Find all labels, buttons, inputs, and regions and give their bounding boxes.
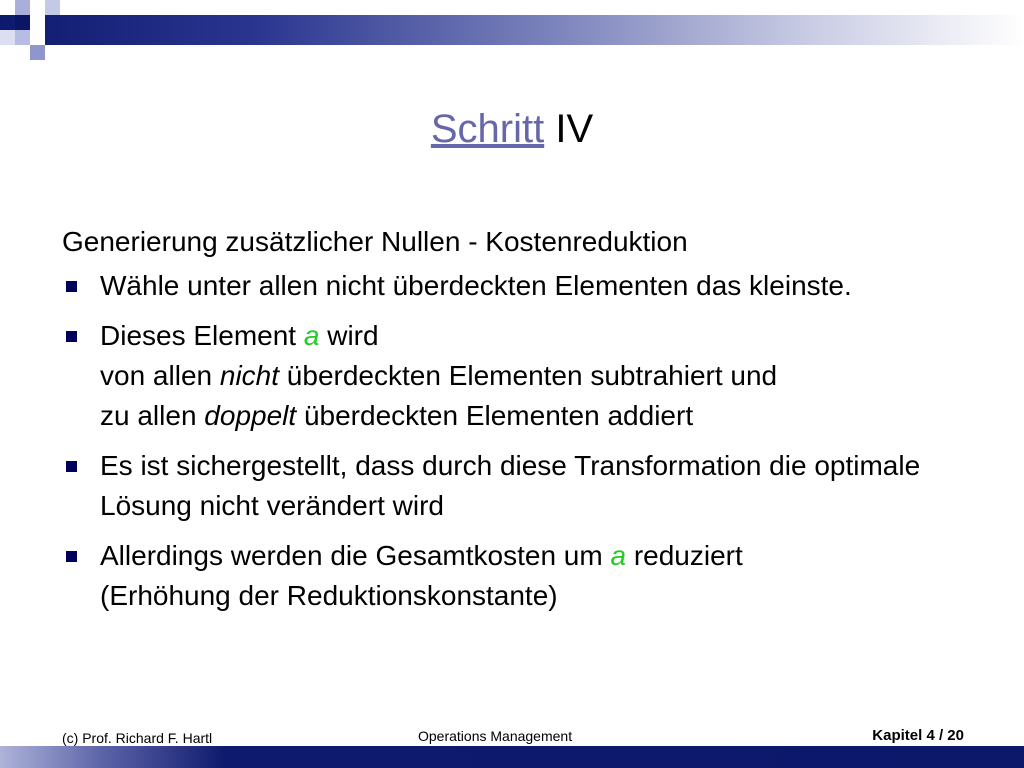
bullet-text: überdeckten Elementen subtrahiert und — [279, 360, 778, 391]
bullet-square-icon — [66, 281, 77, 292]
emphasis-nicht: nicht — [219, 360, 280, 391]
bullet-line: (Erhöhung der Reduktionskonstante) — [100, 580, 558, 611]
variable-a: a — [303, 320, 320, 351]
bullet-text: von allen — [100, 360, 220, 391]
decor-square — [45, 0, 60, 15]
decor-square — [30, 30, 45, 45]
decor-square — [15, 15, 30, 30]
intro-text: Generierung zusätzlicher Nullen - Kostenreduktion — [62, 226, 688, 257]
top-gradient-bar — [0, 15, 1024, 45]
bullet-line — [100, 316, 982, 356]
bullet-text: reduziert — [626, 540, 743, 571]
bullet-text: zu allen — [100, 400, 205, 431]
bullet-square-icon — [66, 461, 77, 472]
bottom-gradient-bar — [0, 746, 1024, 768]
decor-square — [30, 15, 45, 30]
decor-square — [30, 45, 45, 60]
bullet-text: überdeckten Elementen addiert — [296, 400, 694, 431]
slide-title — [0, 103, 1024, 155]
title-number: IV — [555, 107, 594, 151]
bullet-line — [100, 536, 982, 576]
bullet-text: Dieses Element — [100, 320, 304, 351]
footer-page-number: Kapitel 4 / 20 — [872, 727, 964, 744]
bullet-item — [62, 536, 982, 616]
emphasis-doppelt: doppelt — [204, 400, 297, 431]
decor-square — [15, 30, 30, 45]
bullet-list — [62, 266, 982, 616]
bullet-square-icon — [66, 551, 77, 562]
bullet-item — [62, 316, 982, 436]
bullet-text: wird — [319, 320, 379, 351]
title-link[interactable]: Schritt — [430, 107, 545, 151]
bullet-item — [62, 266, 982, 306]
bullet-item — [62, 446, 982, 526]
bullet-line — [100, 396, 982, 436]
bullet-text: Wähle unter allen nicht überdeckten Elementen das kleinste. — [100, 270, 852, 301]
decor-square — [0, 30, 15, 45]
bullet-text: Es ist sichergestellt, dass durch diese Transformation die optimale Lösung nicht verändert wird — [100, 450, 921, 521]
footer-author: (c) Prof. Richard F. Hartl — [62, 730, 213, 746]
bullet-text: Allerdings werden die Gesamtkosten um — [100, 540, 611, 571]
variable-a: a — [610, 540, 627, 571]
decor-square — [15, 0, 30, 15]
bullet-square-icon — [66, 331, 77, 342]
footer-course: Operations Management — [418, 728, 573, 744]
bullet-line — [100, 356, 982, 396]
slide-body — [62, 222, 982, 626]
